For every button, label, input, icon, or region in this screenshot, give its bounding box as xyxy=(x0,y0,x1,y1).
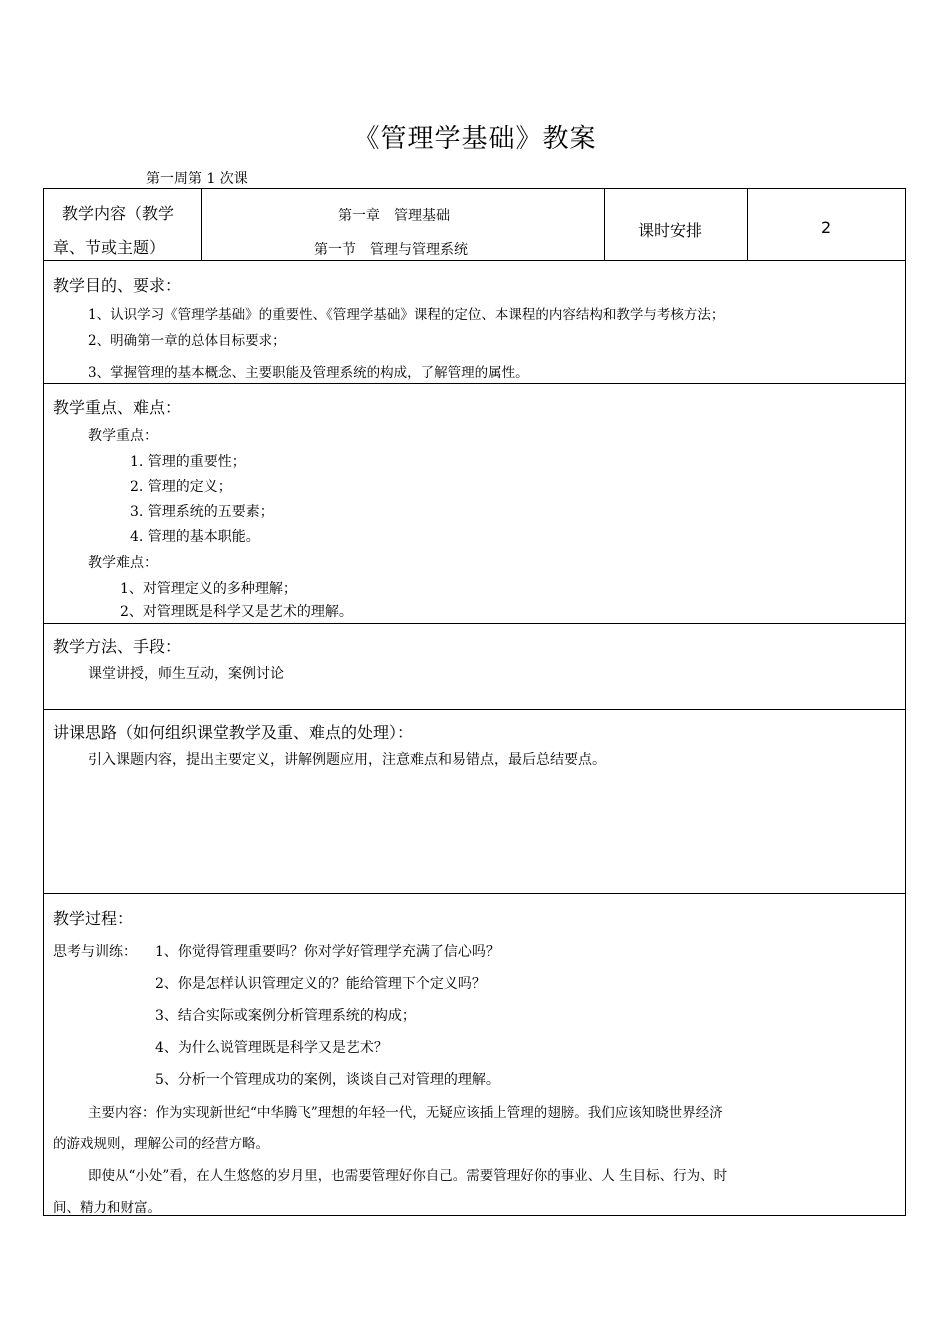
main-content-line: 即使从“小处”看，在人生悠悠的岁月里，也需要管理好你自己。需要管理好你的事业、人 生目标、行为、时 xyxy=(88,1168,728,1184)
row-divider-3 xyxy=(44,623,905,624)
question-item: 4、为什么说管理既是科学又是艺术？ xyxy=(155,1040,388,1056)
hours-label: 课时安排 xyxy=(638,221,703,240)
question-item: 2、你是怎样认识管理定义的？能给管理下个定义吗？ xyxy=(155,976,486,992)
process-heading: 教学过程： xyxy=(53,909,134,928)
lesson-plan-table xyxy=(43,188,906,1216)
difficulty-label: 教学难点： xyxy=(88,555,158,571)
header-divider-3 xyxy=(747,189,748,260)
chapter-title: 第一章 管理基础 xyxy=(338,208,450,224)
hours-value: 2 xyxy=(821,218,832,237)
approach-heading: 讲课思路（如何组织课堂教学及重、难点的处理）： xyxy=(53,723,414,742)
methods-heading: 教学方法、手段： xyxy=(53,637,182,656)
content-label-line1: 教学内容（教学 xyxy=(62,204,175,223)
question-item: 1、你觉得管理重要吗？你对学好管理学充满了信心吗？ xyxy=(155,944,500,960)
key-points-heading: 教学重点、难点： xyxy=(53,398,182,417)
focus-item: 4. 管理的基本职能。 xyxy=(130,529,260,545)
difficulty-item: 2、对管理既是科学又是艺术的理解。 xyxy=(120,604,353,620)
main-content-line: 主要内容：作为实现新世纪“中华腾飞”理想的年轻一代，无疑应该插上管理的翅膀。我们应该知晓世界经济 xyxy=(88,1105,723,1121)
methods-text: 课堂讲授，师生互动，案例讨论 xyxy=(88,666,284,682)
row-divider-4 xyxy=(44,709,905,710)
main-content-line: 的游戏规则，理解公司的经营方略。 xyxy=(53,1136,269,1152)
header-divider-1 xyxy=(201,189,202,260)
question-item: 5、分析一个管理成功的案例，谈谈自己对管理的理解。 xyxy=(155,1072,500,1088)
row-divider-1 xyxy=(44,260,905,261)
objectives-heading: 教学目的、要求： xyxy=(53,276,182,295)
approach-text: 引入课题内容，提出主要定义，讲解例题应用，注意难点和易错点，最后总结要点。 xyxy=(88,752,606,768)
section-title: 第一节 管理与管理系统 xyxy=(314,242,468,258)
focus-item: 3. 管理系统的五要素； xyxy=(130,504,274,520)
content-label-line2: 章、节或主题） xyxy=(53,238,166,257)
questions-prefix: 思考与训练： xyxy=(53,944,137,960)
row-divider-5 xyxy=(44,893,905,894)
objective-item: 1、认识学习《管理学基础》的重要性、《管理学基础》课程的定位、本课程的内容结构和教学与考核方法； xyxy=(88,307,725,323)
objective-item: 3、掌握管理的基本概念、主要职能及管理系统的构成，了解管理的属性。 xyxy=(88,365,529,381)
header-divider-2 xyxy=(604,189,605,260)
difficulty-item: 1、对管理定义的多种理解； xyxy=(120,581,297,597)
focus-item: 2. 管理的定义； xyxy=(130,479,232,495)
question-item: 3、结合实际或案例分析管理系统的构成； xyxy=(155,1008,416,1024)
objective-item: 2、明确第一章的总体目标要求； xyxy=(88,333,286,349)
document-title: 《管理学基础》教案 xyxy=(353,124,597,154)
focus-label: 教学重点： xyxy=(88,428,158,444)
main-content-line: 间、精力和财富。 xyxy=(53,1200,161,1216)
row-divider-2 xyxy=(44,383,905,384)
focus-item: 1. 管理的重要性； xyxy=(130,454,246,470)
week-label: 第一周第 1 次课 xyxy=(146,171,248,187)
